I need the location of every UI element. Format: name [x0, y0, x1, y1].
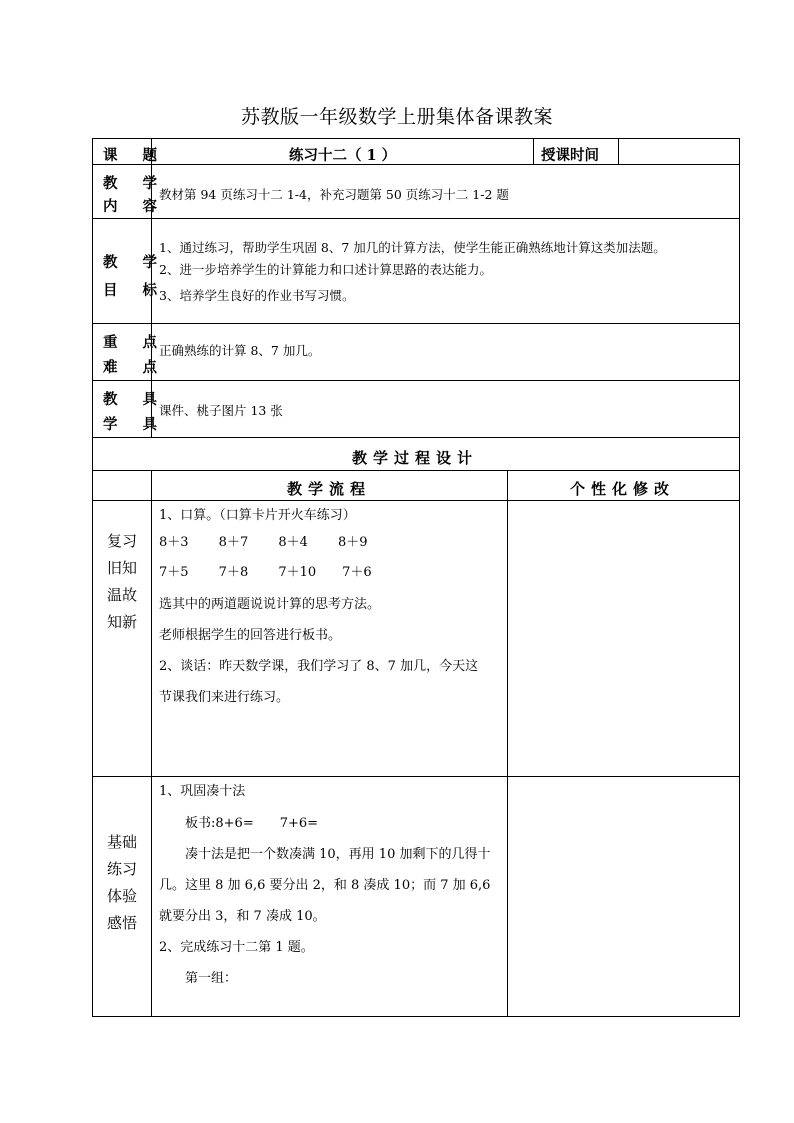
- flow-column-header: 教学流程: [287, 480, 372, 498]
- goals-label-line1: 教 学: [103, 254, 168, 271]
- content-text: 教材第 94 页练习十二 1-4，补充习题第 50 页练习十二 1-2 题: [159, 187, 509, 202]
- row-divider: [92, 164, 740, 165]
- basic-line: 1、巩固凑十法: [159, 784, 246, 799]
- review-line: 节课我们来进行练习。: [159, 690, 290, 705]
- side-label-line: 练习: [106, 860, 137, 878]
- row-divider: [92, 380, 740, 381]
- modification-column-header: 个性化修改: [570, 480, 676, 498]
- basic-line: 板书:8+6= 7+6=: [159, 816, 319, 831]
- col-divider: [533, 138, 534, 164]
- row-divider: [92, 776, 740, 777]
- review-line: 2、谈话：昨天数学课，我们学习了 8、7 加几，今天这: [159, 659, 479, 674]
- goal-item: 1、通过练习，帮助学生巩固 8、7 加几的计算方法，使学生能正确熟练地计算这类加法题。: [159, 240, 666, 255]
- review-line: 选其中的两道题说说计算的思考方法。: [159, 597, 381, 612]
- review-line: 7＋5 7＋8 7＋10 7＋6: [159, 565, 372, 580]
- goals-label-line2: 目 标: [103, 282, 168, 299]
- side-label-line: 知新: [106, 613, 137, 631]
- col-divider: [618, 138, 619, 164]
- row-divider: [92, 500, 740, 501]
- side-label-line: 温故: [106, 586, 137, 604]
- row-divider: [92, 218, 740, 219]
- row-divider: [92, 437, 740, 438]
- basic-line: 凑十法是把一个数凑满 10，再用 10 加剩下的几得十: [159, 847, 491, 862]
- side-label-line: 复习: [106, 532, 137, 550]
- col-divider: [151, 470, 152, 1017]
- goal-item: 2、进一步培养学生的计算能力和口述计算思路的表达能力。: [159, 262, 492, 277]
- basic-line: 第一组：: [159, 971, 238, 986]
- basic-line: 2、完成练习十二第 1 题。: [159, 940, 314, 955]
- review-line: 1、口算。（口算卡片开火车练习）: [159, 508, 356, 523]
- row-divider: [92, 470, 740, 471]
- key-points-label-line2: 难 点: [103, 359, 168, 376]
- document-title: 苏教版一年级数学上册集体备课教案: [240, 106, 553, 128]
- side-label-line: 基础: [106, 833, 137, 851]
- row-divider: [92, 323, 740, 324]
- review-line: 老师根据学生的回答进行板书。: [159, 628, 342, 643]
- side-label-line: 感悟: [106, 914, 137, 932]
- key-points-label-line1: 重 点: [103, 334, 168, 351]
- goal-item: 3、培养学生良好的作业书写习惯。: [159, 288, 355, 303]
- basic-side-label: [93, 829, 151, 937]
- time-label: 授课时间: [541, 147, 599, 164]
- topic-label: 课 题: [103, 147, 168, 164]
- tools-label-line2: 学 具: [103, 416, 168, 433]
- content-label-line2: 内 容: [103, 198, 168, 215]
- side-label-line: 体验: [106, 887, 137, 905]
- tools-label-line1: 教 具: [103, 391, 168, 408]
- col-divider: [507, 470, 508, 1017]
- tools-text: 课件、桃子图片 13 张: [159, 403, 283, 418]
- key-points-text: 正确熟练的计算 8、7 加几。: [159, 343, 321, 358]
- topic-value: 练习十二（ 1 ）: [289, 147, 397, 164]
- basic-line: 几。这里 8 加 6,6 要分出 2，和 8 凑成 10；而 7 加 6,6: [159, 878, 491, 893]
- content-label-line1: 教 学: [103, 175, 168, 192]
- side-label-line: 旧知: [106, 559, 137, 577]
- review-line: 8＋3 8＋7 8＋4 8＋9: [159, 535, 368, 550]
- process-title: 教学过程设计: [352, 449, 479, 467]
- basic-line: 就要分出 3，和 7 凑成 10。: [159, 909, 326, 924]
- review-side-label: [93, 528, 151, 636]
